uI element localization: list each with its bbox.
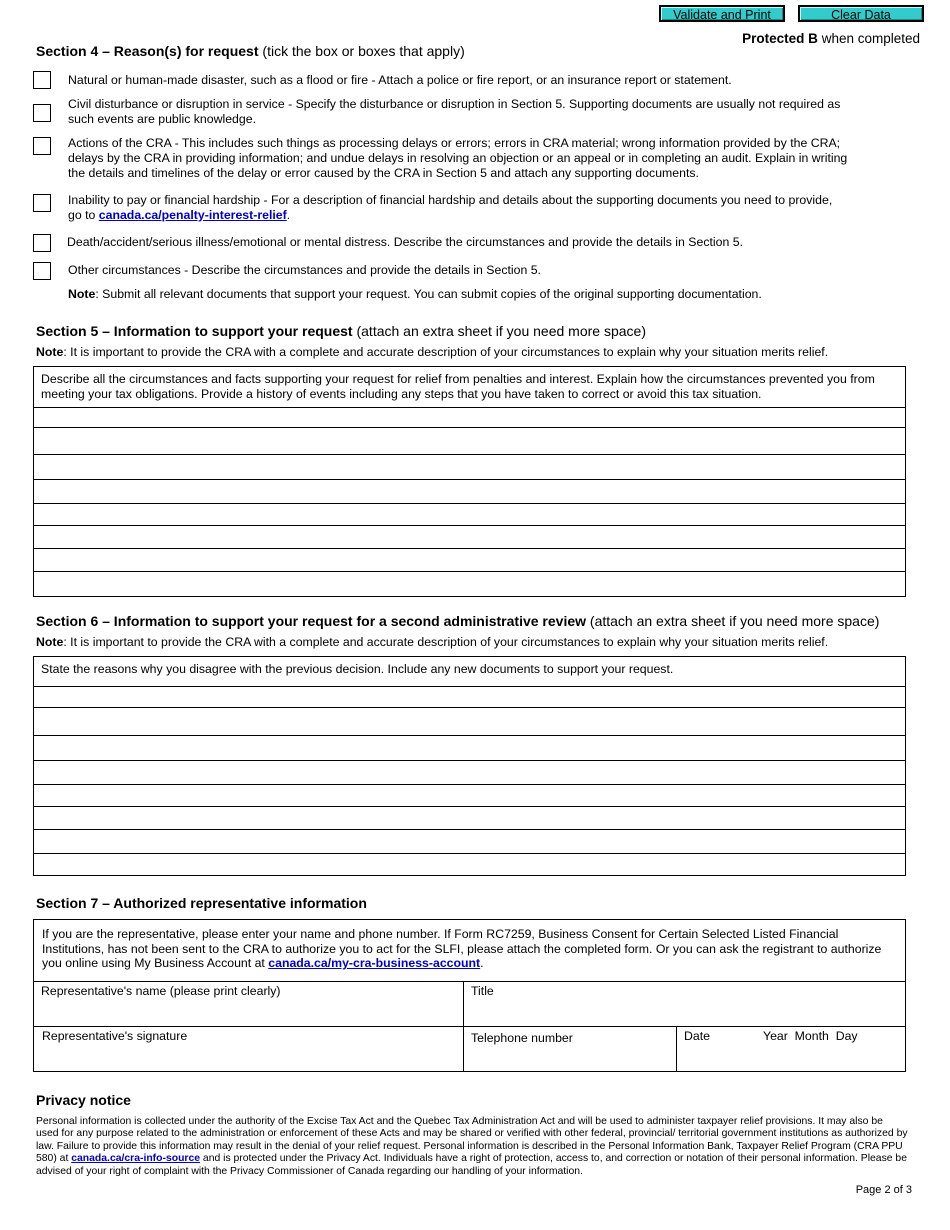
section6-title: Section 6 – Information to support your request for a second administrative review (attach an extra sheet if you need more space) xyxy=(36,613,880,629)
section4-title: Section 4 – Reason(s) for request (tick the box or boxes that apply) xyxy=(36,43,465,59)
page-number: Page 2 of 3 xyxy=(855,1184,912,1196)
reason-disaster-text: Natural or human-made disaster, such as a flood or fire - Attach a police or fire report, or an insurance report or statement. xyxy=(68,73,732,87)
privacy-notice-text: Personal information is collected under the authority of the Excise Tax Act and the Quebec Tax Administration Act and will be used to administer taxpayer relief provisions. It may also be used for any purpose related to the administration or enforcement of these Acts and may be shared or verified with other federal, provincial/ territorial government institutions as authorized by law. Failure to provide this information may result in the denial of your relief request. Personal information is described in the Personal Information Bank, Taxpayer Relief Program (CRA PPU 580) at canada.ca/cra-info-source and is protected under the Privacy Act. Individuals have a right of protection, access to, and correction or notation of their personal information. Please be advised of your right of complaint with the Privacy Commissioner of Canada regarding our handling of your information. xyxy=(36,1116,908,1177)
telephone-number-field[interactable] xyxy=(464,1027,677,1072)
title-label: Title xyxy=(471,984,494,998)
date-format-label: Year Month Day xyxy=(763,1029,858,1043)
section4-note: Note: Submit all relevant documents that support your request. You can submit copies of the original supporting documentation. xyxy=(68,287,762,301)
representative-name-label: Representative's name (please print clearly) xyxy=(41,984,281,998)
reason-financial-hardship-text: Inability to pay or financial hardship - For a description of financial hardship and details about the supporting documents you need to provide, go to canada.ca/penalty-interest-relief. xyxy=(68,193,833,222)
section7-intro: If you are the representative, please enter your name and phone number. If Form RC7259, Business Consent for Certain Selected Listed Financial Institutions, has not been sent to the CRA to authorize you to act for the SLFI, please attach the completed form. Or you can ask the registrant to authorize you online using My Business Account at canada.ca/my-cra-business-account. xyxy=(34,920,905,982)
date-field[interactable] xyxy=(677,1027,905,1072)
representative-signature-field[interactable] xyxy=(34,1027,464,1072)
date-label: Date xyxy=(684,1029,710,1043)
reason-civil-disturbance-checkbox[interactable] xyxy=(33,104,51,122)
section5-title: Section 5 – Information to support your request (attach an extra sheet if you need more space) xyxy=(36,323,646,339)
title-field[interactable] xyxy=(464,982,905,1027)
representative-signature-label: Representative's signature xyxy=(42,1029,188,1043)
section6-instructions: State the reasons why you disagree with the previous decision. Include any new documents to support your request. xyxy=(34,657,905,687)
section6-text-area[interactable] xyxy=(33,656,906,876)
section7-box xyxy=(33,919,906,1072)
my-cra-business-account-link[interactable]: canada.ca/my-cra-business-account xyxy=(268,956,481,970)
reason-death-illness-checkbox[interactable] xyxy=(33,234,51,252)
representative-name-field[interactable] xyxy=(34,982,464,1027)
clear-data-button[interactable]: Clear Data xyxy=(798,5,924,22)
penalty-interest-relief-link[interactable]: canada.ca/penalty-interest-relief xyxy=(98,208,287,222)
reason-other-text: Other circumstances - Describe the circumstances and provide the details in Section 5. xyxy=(68,263,541,277)
cra-info-source-link[interactable]: canada.ca/cra-info-source xyxy=(71,1153,201,1165)
reason-disaster-checkbox[interactable] xyxy=(33,71,51,89)
reason-other-checkbox[interactable] xyxy=(33,262,51,280)
section5-note: Note: It is important to provide the CRA with a complete and accurate description of your circumstances to explain why your situation merits relief. xyxy=(36,345,829,359)
section7-title: Section 7 – Authorized representative information xyxy=(36,895,367,911)
section5-instructions: Describe all the circumstances and facts supporting your request for relief from penalties and interest. Explain how the circumstances prevented you from meeting your tax obligations. Provide a history of events including any steps that you have taken to correct or avoid this tax situation. xyxy=(34,367,905,408)
privacy-notice-title: Privacy notice xyxy=(36,1092,131,1108)
section6-note: Note: It is important to provide the CRA with a complete and accurate description of your circumstances to explain why your situation merits relief. xyxy=(36,635,829,649)
telephone-number-label: Telephone number xyxy=(471,1031,573,1045)
reason-death-illness-text: Death/accident/serious illness/emotional or mental distress. Describe the circumstances and provide the details in Section 5. xyxy=(67,235,743,249)
validate-and-print-button[interactable]: Validate and Print xyxy=(659,5,785,22)
reason-cra-actions-checkbox[interactable] xyxy=(33,137,51,155)
section5-text-area[interactable] xyxy=(33,366,906,597)
protected-b-label: Protected B when completed xyxy=(742,31,920,46)
reason-financial-hardship-checkbox[interactable] xyxy=(33,194,51,212)
reason-cra-actions-text: Actions of the CRA - This includes such things as processing delays or errors; errors in CRA material; wrong information provided by the CRA; delays by the CRA in providing information; and undue delays in resolving an objection or an appeal or in completing an audit. Explain in writing the details and timelines of the delay or error caused by the CRA in Section 5 and attach any supporting documents. xyxy=(68,136,848,180)
reason-civil-disturbance-text: Civil disturbance or disruption in service - Specify the disturbance or disruption in Section 5. Supporting documents are usually not required as such events are public knowledge. xyxy=(68,97,841,126)
